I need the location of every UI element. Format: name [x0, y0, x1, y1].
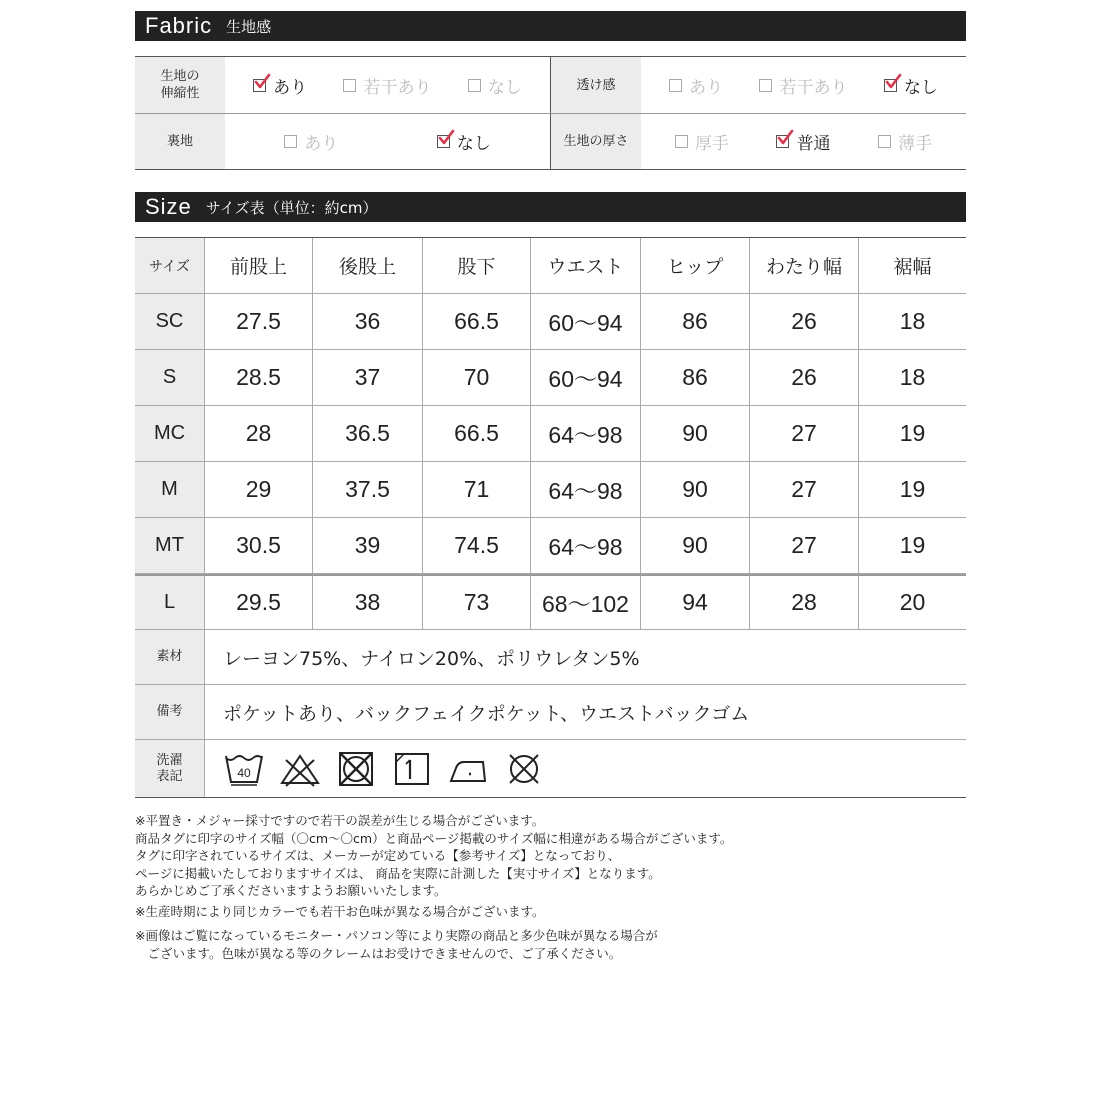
- table-cell: 18: [858, 294, 966, 349]
- table-cell: 36: [312, 294, 422, 349]
- unchecked-box-icon: [468, 79, 481, 92]
- column-header: 後股上: [312, 238, 422, 293]
- fabric-options: [225, 114, 550, 169]
- remarks-row: [135, 685, 966, 740]
- fabric-option: [878, 129, 932, 154]
- fabric-option-label: あり: [689, 77, 724, 98]
- fabric-option: [675, 129, 729, 154]
- column-header: ウエスト: [530, 238, 640, 293]
- table-cell: 90: [640, 462, 749, 517]
- table-cell: 70: [422, 350, 530, 405]
- fabric-option: [884, 73, 938, 98]
- note-line: ※画像はご覧になっているモニター・パソコン等により実際の商品と多少色味が異なる場合が: [135, 928, 658, 943]
- size-label: M: [135, 462, 204, 517]
- table-cell: 29.5: [204, 576, 312, 629]
- table-cell: 27: [749, 406, 858, 461]
- table-cell: 19: [858, 518, 966, 573]
- fabric-attribute-label: 裏地: [135, 114, 225, 169]
- table-cell: 27.5: [204, 294, 312, 349]
- table-cell: 27: [749, 518, 858, 573]
- table-cell: 27: [749, 462, 858, 517]
- table-cell: 73: [422, 576, 530, 629]
- fabric-row: [135, 113, 966, 169]
- table-cell: 94: [640, 576, 749, 629]
- line-dry-shade-icon: [391, 750, 433, 788]
- no-bleach-icon: [279, 750, 321, 788]
- care-row: [135, 740, 966, 798]
- fabric-option-label: なし: [487, 77, 522, 98]
- iron-low-icon: [447, 750, 489, 788]
- table-cell: 29: [204, 462, 312, 517]
- table-cell: 39: [312, 518, 422, 573]
- material-label: 素材: [135, 630, 204, 684]
- size-section-header: [135, 192, 966, 222]
- table-cell: 26: [749, 294, 858, 349]
- table-cell: 64〜98: [530, 518, 640, 573]
- fabric-section-title: Fabric: [145, 13, 213, 38]
- fabric-option: [759, 73, 847, 98]
- size-label: SC: [135, 294, 204, 349]
- table-cell: 19: [858, 406, 966, 461]
- table-row: [135, 406, 966, 462]
- checked-box-icon: [253, 79, 266, 92]
- table-row: [135, 518, 966, 574]
- table-cell: 74.5: [422, 518, 530, 573]
- column-header: 股下: [422, 238, 530, 293]
- fabric-option: [776, 129, 830, 154]
- column-header: 裾幅: [858, 238, 966, 293]
- fabric-attribute: [550, 57, 966, 113]
- fabric-options: [225, 57, 550, 113]
- checked-box-icon: [437, 135, 450, 148]
- fabric-row: [135, 57, 966, 113]
- note-line: ございます。色味が異なる等のクレームはお受けできませんので、ご了承ください。: [135, 945, 622, 961]
- fabric-attribute-label: 透け感: [551, 57, 641, 113]
- fabric-attribute: [550, 114, 966, 169]
- note-line: ページに掲載いたしておりますサイズは、 商品を実際に計測した【実寸サイズ】となります。: [135, 865, 661, 881]
- no-dry-clean-icon: [503, 750, 545, 788]
- column-header: わたり幅: [749, 238, 858, 293]
- fabric-attribute-label: 生地の 伸縮性: [135, 57, 225, 113]
- fabric-option-label: 薄手: [898, 134, 933, 154]
- size-section-subtitle: サイズ表（単位：約cm）: [205, 198, 378, 217]
- fabric-option-label: 若干あり: [363, 77, 432, 98]
- size-label: MC: [135, 406, 204, 461]
- size-chart: [135, 11, 966, 962]
- table-cell: 18: [858, 350, 966, 405]
- size-table-header: [135, 238, 966, 294]
- table-row: [135, 350, 966, 406]
- fabric-option-label: 若干あり: [779, 77, 848, 98]
- fabric-option-label: あり: [273, 77, 308, 98]
- note-line: ※平置き・メジャー採寸ですので若干の誤差が生じる場合がございます。: [135, 813, 545, 828]
- table-cell: 90: [640, 518, 749, 573]
- fabric-option: [343, 73, 431, 98]
- material-row: [135, 630, 966, 685]
- unchecked-box-icon: [669, 79, 682, 92]
- notes: [135, 812, 966, 962]
- care-symbols: [204, 740, 966, 797]
- note-line: ※生産時期により同じカラーでも若干お色味が異なる場合がございます。: [135, 903, 545, 919]
- unchecked-box-icon: [878, 135, 891, 148]
- table-cell: 66.5: [422, 406, 530, 461]
- material-value: レーヨン75%、ナイロン20%、ポリウレタン5%: [204, 630, 966, 684]
- fabric-attribute: [135, 57, 550, 113]
- fabric-option-label: 普通: [796, 134, 831, 154]
- checked-box-icon: [776, 135, 789, 148]
- table-cell: 19: [858, 462, 966, 517]
- size-label: S: [135, 350, 204, 405]
- table-cell: 28: [204, 406, 312, 461]
- table-cell: 71: [422, 462, 530, 517]
- table-cell: 86: [640, 294, 749, 349]
- fabric-option: [284, 129, 338, 154]
- table-cell: 38: [312, 576, 422, 629]
- fabric-option-label: なし: [903, 77, 938, 98]
- table-cell: 37.5: [312, 462, 422, 517]
- unchecked-box-icon: [675, 135, 688, 148]
- table-cell: 28.5: [204, 350, 312, 405]
- fabric-option: [468, 73, 522, 98]
- table-cell: 20: [858, 576, 966, 629]
- table-cell: 68〜102: [530, 576, 640, 629]
- fabric-option-label: あり: [304, 134, 339, 154]
- note-line: タグに印字されているサイズは、メーカーが定めている【参考サイズ】となっており、: [135, 848, 621, 863]
- column-header: 前股上: [204, 238, 312, 293]
- fabric-section-subtitle: 生地感: [226, 17, 272, 36]
- fabric-option: [253, 73, 307, 98]
- table-cell: 36.5: [312, 406, 422, 461]
- remarks-label: 備考: [135, 685, 204, 739]
- table-row: [135, 574, 966, 630]
- table-cell: 28: [749, 576, 858, 629]
- table-cell: 86: [640, 350, 749, 405]
- note-line: 商品タグに印字のサイズ幅（〇cm〜〇cm）と商品ページ掲載のサイズ幅に相違がある場合がございます。: [135, 830, 733, 846]
- table-cell: 64〜98: [530, 462, 640, 517]
- wash-temp-label: 40: [237, 765, 251, 780]
- fabric-attribute: [135, 114, 550, 169]
- fabric-option: [437, 129, 491, 154]
- table-row: [135, 462, 966, 518]
- size-table: [135, 237, 966, 798]
- fabric-options: [641, 114, 966, 169]
- care-label: 洗濯 表記: [135, 740, 204, 797]
- fabric-table: [135, 56, 966, 170]
- fabric-option-label: なし: [456, 134, 491, 154]
- fabric-attribute-label: 生地の厚さ: [551, 114, 641, 169]
- note-line: あらかじめご了承くださいますようお願いいたします。: [135, 883, 447, 898]
- fabric-option-label: 厚手: [694, 134, 729, 154]
- table-cell: 30.5: [204, 518, 312, 573]
- fabric-option: [669, 73, 723, 98]
- remarks-value: ポケットあり、バックフェイクポケット、ウエストバックゴム: [204, 685, 966, 739]
- column-header: ヒップ: [640, 238, 749, 293]
- table-cell: 90: [640, 406, 749, 461]
- fabric-section-header: [135, 11, 966, 41]
- size-section-title: Size: [145, 194, 192, 219]
- table-row: [135, 294, 966, 350]
- unchecked-box-icon: [284, 135, 297, 148]
- no-tumble-dry-icon: [335, 750, 377, 788]
- table-cell: 60〜94: [530, 294, 640, 349]
- table-cell: 66.5: [422, 294, 530, 349]
- checked-box-icon: [884, 79, 897, 92]
- fabric-options: [641, 57, 966, 113]
- unchecked-box-icon: [759, 79, 772, 92]
- size-label: MT: [135, 518, 204, 573]
- unchecked-box-icon: [343, 79, 356, 92]
- wash-40-icon: [223, 750, 265, 788]
- column-header: サイズ: [135, 238, 204, 293]
- table-cell: 64〜98: [530, 406, 640, 461]
- table-cell: 37: [312, 350, 422, 405]
- table-cell: 26: [749, 350, 858, 405]
- size-label: L: [135, 576, 204, 629]
- table-cell: 60〜94: [530, 350, 640, 405]
